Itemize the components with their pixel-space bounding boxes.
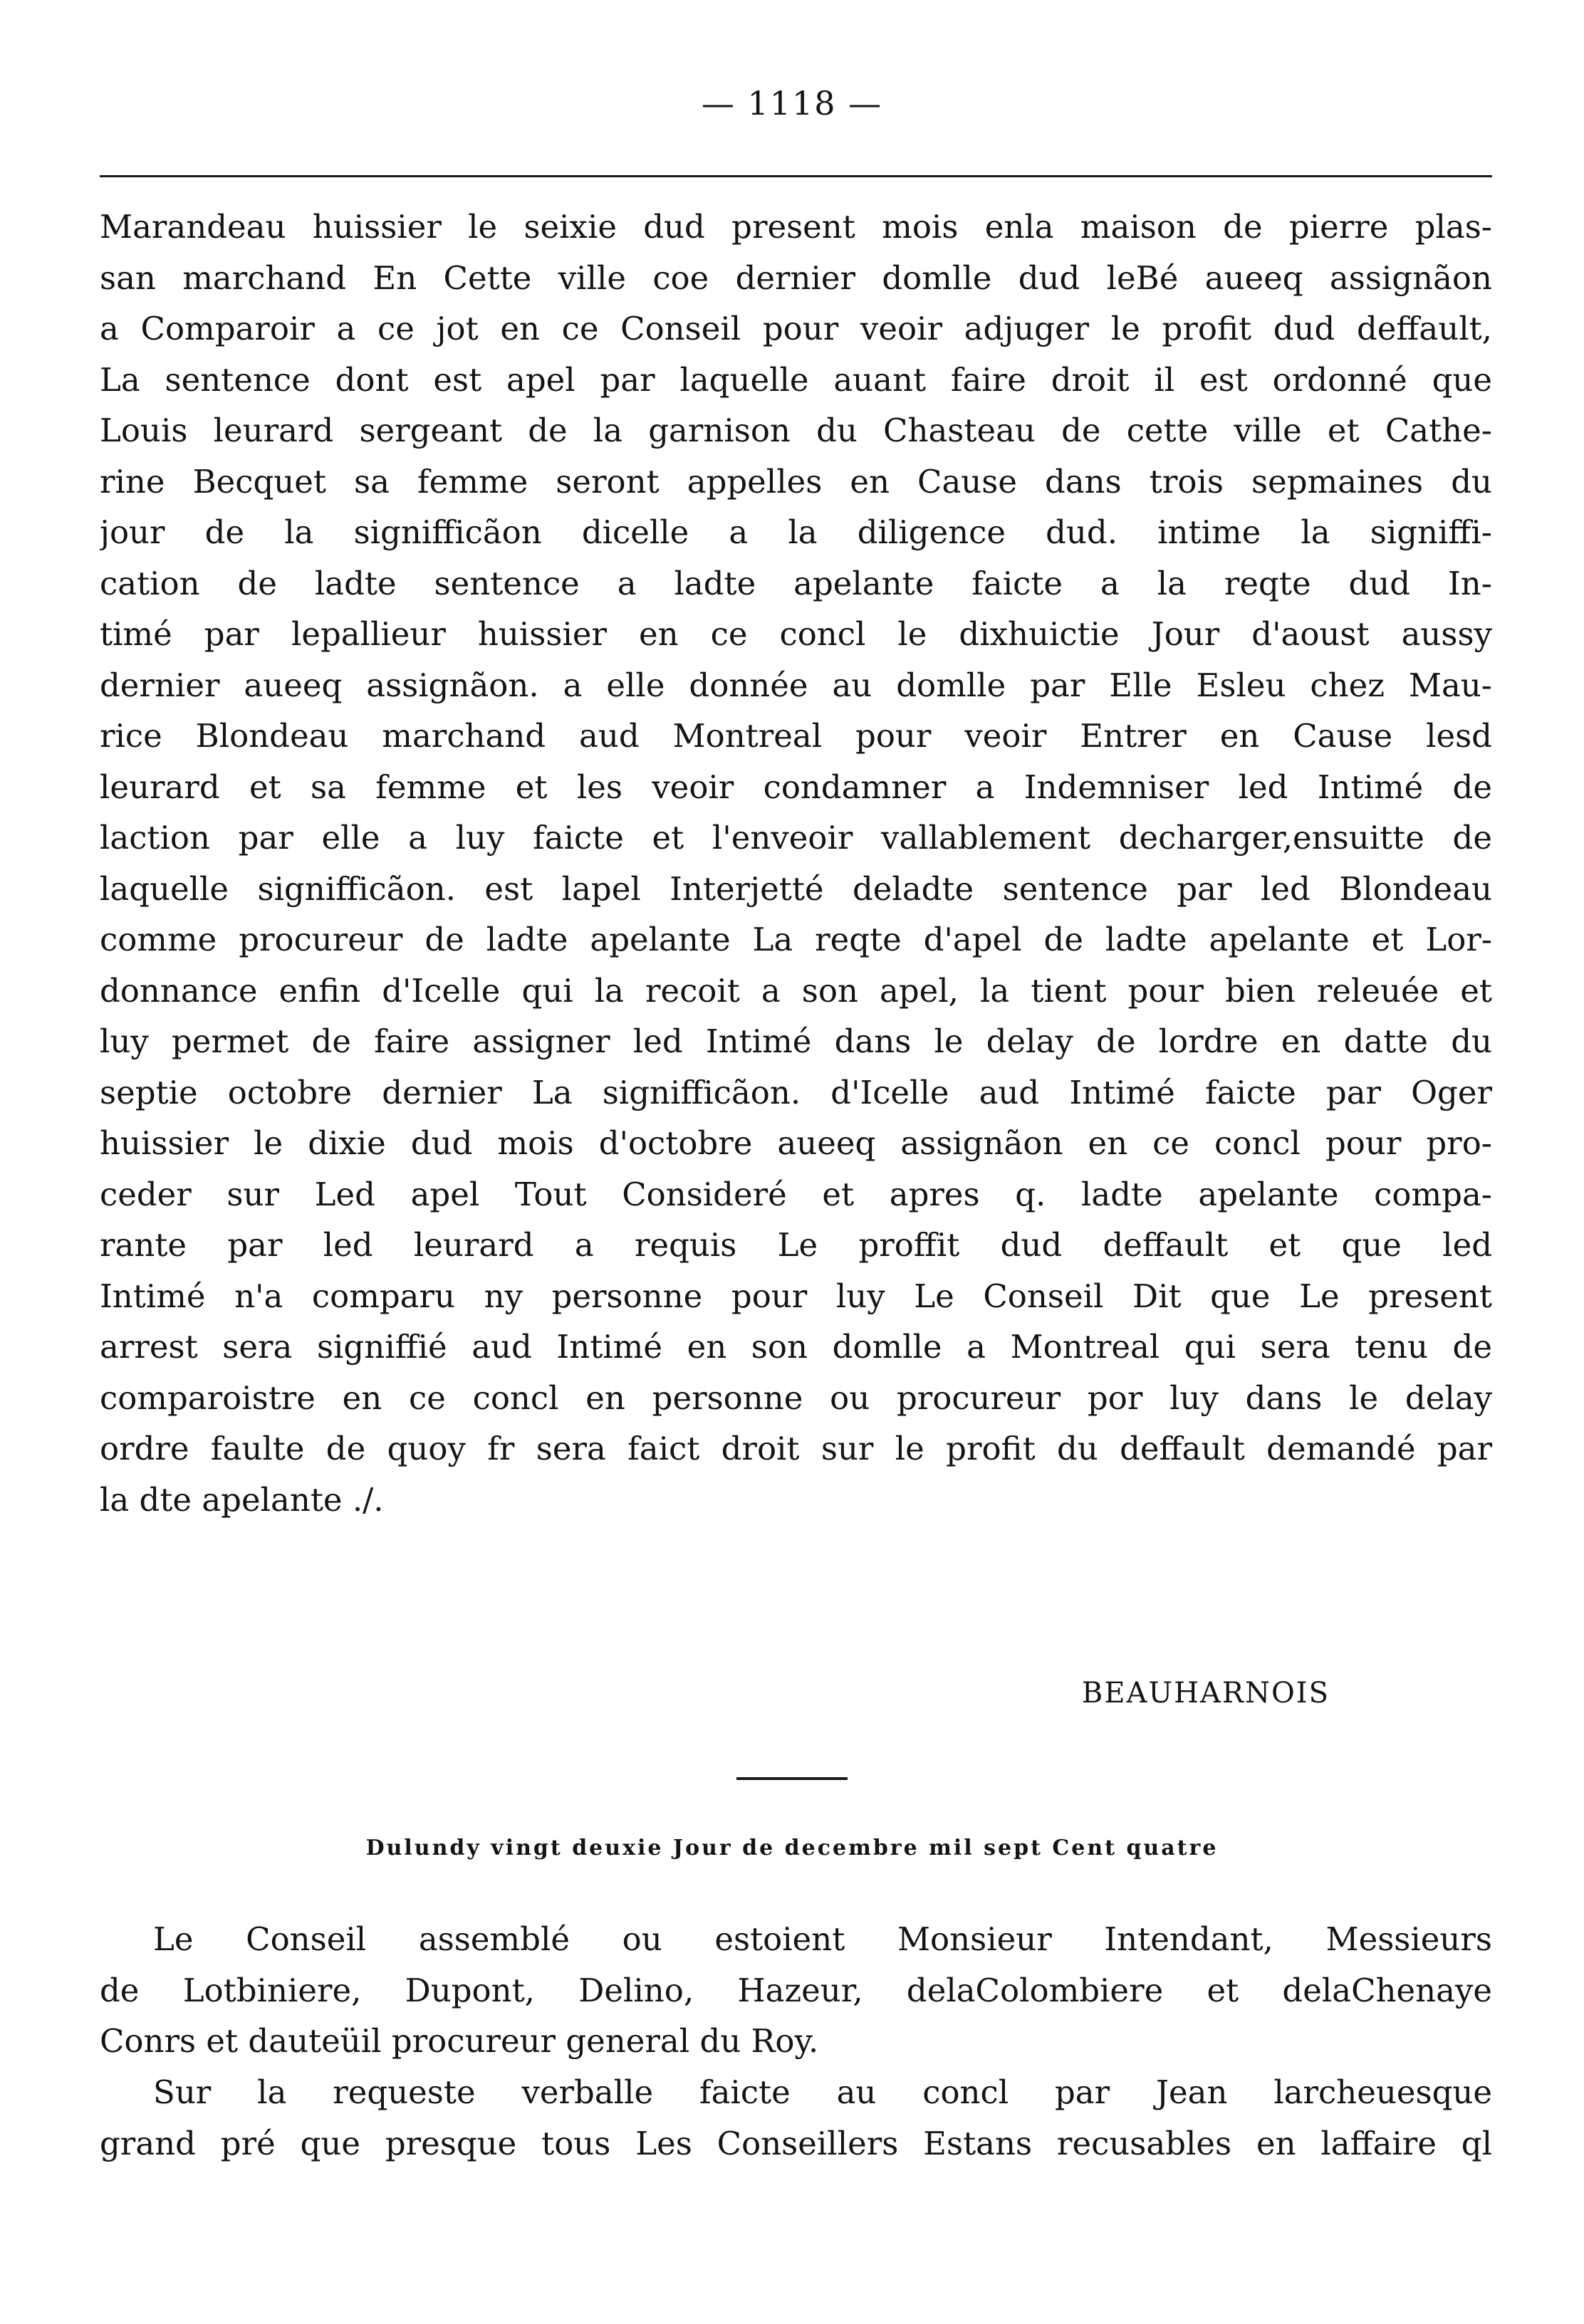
text-line: donnance enfin d'Icelle qui la recoit a son apel, la tient pour bien releuée et [100, 971, 1492, 1010]
text-line: de Lotbiniere, Dupont, Delino, Hazeur, delaColombiere et delaChenaye [100, 1971, 1492, 2009]
text-line: comme procureur de ladte apelante La reqte d'apel de ladte apelante et Lor- [100, 921, 1492, 958]
text-line: a Comparoir a ce jot en ce Conseil pour veoir adjuger le profit dud deffault, [100, 310, 1492, 347]
date-heading: Dulundy vingt deuxie Jour de decembre mil sept Cent quatre [365, 1836, 1219, 1860]
text-line: luy permet de faire assigner led Intimé dans le delay de lordre en datte du [100, 1022, 1492, 1060]
text-line: Conrs et dauteüil procureur general du Roy. [100, 2022, 819, 2060]
text-line: la dte apelante ./. [100, 1480, 384, 1519]
text-line: Sur la requeste verballe faicte au concl par Jean larcheuesque [153, 2073, 1492, 2111]
text-line: comparoistre en ce concl en personne ou procureur por luy dans le delay [100, 1378, 1492, 1417]
text-line: rante par led leurard a requis Le proffit dud deffault et que led [100, 1226, 1492, 1264]
text-line: Marandeau huissier le seixie dud present mois enla maison de pierre plas- [100, 208, 1492, 246]
text-line: cation de ladte sentence a ladte apelante faicte a la reqte dud In- [100, 564, 1492, 602]
signature: BEAUHARNOIS [1081, 1677, 1330, 1710]
text-line: laction par elle a luy faicte et l'enveoir vallablement decharger,ensuitte de [100, 819, 1492, 857]
text-line: laquelle signifficãon. est lapel Interjetté deladte sentence par led Blondeau [100, 869, 1492, 908]
text-line: huissier le dixie dud mois d'octobre aueeq assignãon en ce concl pour pro- [100, 1124, 1492, 1162]
text-line: Louis leurard sergeant de la garnison du Chasteau de cette ville et Cathe- [100, 412, 1492, 449]
arret-paragraph [100, 201, 1492, 1525]
separator-rule [736, 1777, 848, 1780]
page-number: — 1118 — [701, 84, 883, 122]
text-line: arrest sera signiffié aud Intimé en son domlle a Montreal qui sera tenu de [100, 1328, 1492, 1366]
text-line: jour de la signifficãon dicelle a la diligence dud. intime la signiffi- [100, 513, 1492, 551]
text-line: La sentence dont est apel par laquelle auant faire droit il est ordonné que [100, 360, 1492, 399]
header-rule [100, 175, 1492, 177]
text-line: dernier aueeq assignãon. a elle donnée au domlle par Elle Esleu chez Mau- [100, 666, 1492, 704]
text-line: ceder sur Led apel Tout Consideré et apres q. ladte apelante compa- [100, 1175, 1492, 1213]
text-line: ordre faulte de quoy fr sera faict droit sur le profit du deffault demandé par [100, 1430, 1492, 1467]
text-line: Le Conseil assemblé ou estoient Monsieur Intendant, Messieurs [153, 1920, 1492, 1958]
text-line: leurard et sa femme et les veoir condamner a Indemniser led Intimé de [100, 768, 1492, 806]
text-line: grand pré que presque tous Les Conseillers Estans recusables en laffaire ql [100, 2124, 1492, 2162]
assembly-paragraph [100, 1914, 1492, 2067]
text-line: septie octobre dernier La signifficãon. d'Icelle aud Intimé faicte par Oger [100, 1073, 1492, 1111]
text-line: rine Becquet sa femme seront appelles en Cause dans trois sepmaines du [100, 462, 1492, 501]
text-line: timé par lepallieur huissier en ce concl le dixhuictie Jour d'aoust aussy [100, 615, 1492, 653]
text-line: Intimé n'a comparu ny personne pour luy Le Conseil Dit que Le present [100, 1277, 1492, 1315]
text-line: rice Blondeau marchand aud Montreal pour veoir Entrer en Cause lesd [100, 717, 1492, 755]
requeste-paragraph [100, 2067, 1492, 2169]
text-line: san marchand En Cette ville coe dernier domlle dud leBé aueeq assignãon [100, 258, 1492, 297]
